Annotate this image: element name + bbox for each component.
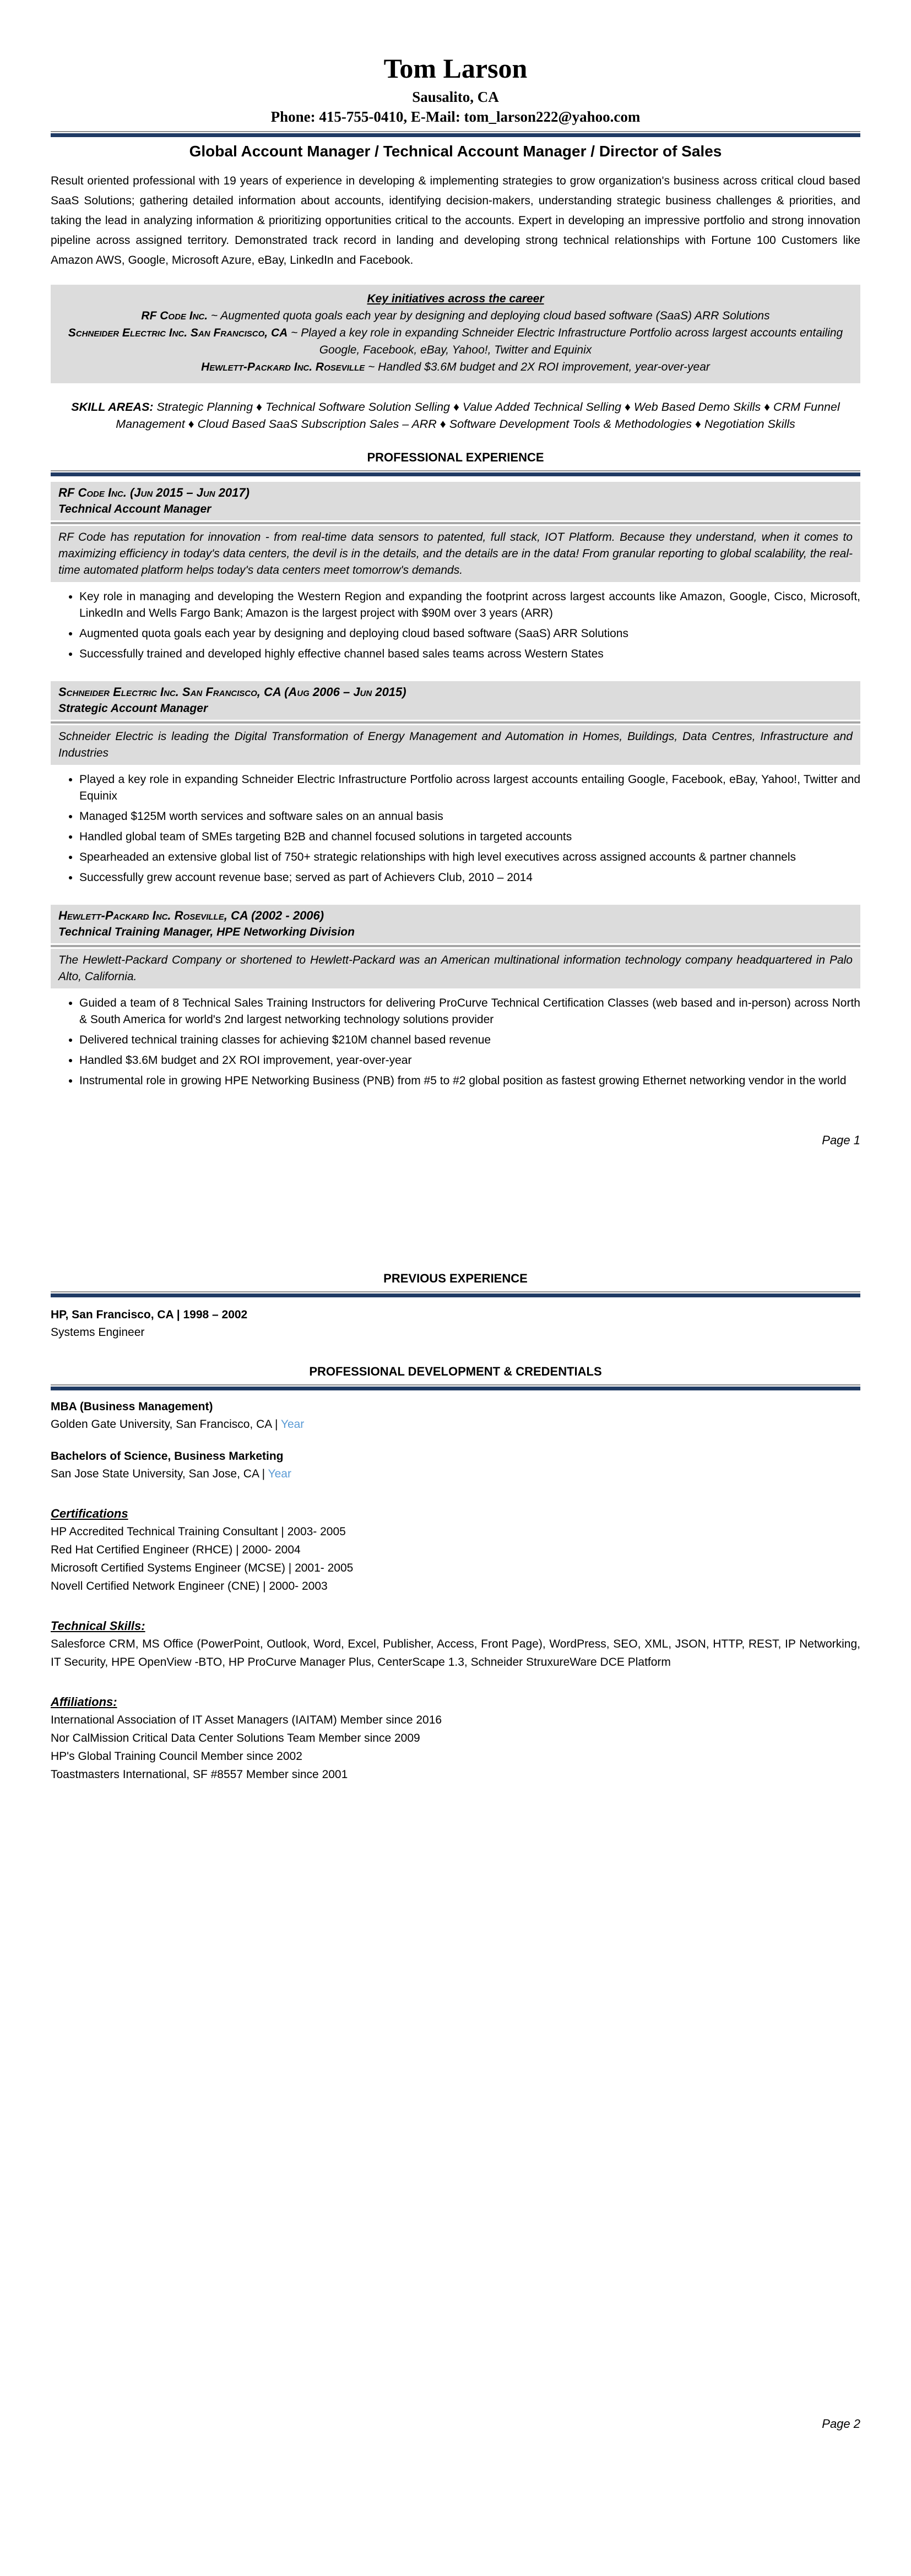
initiative-text: ~ Handled $3.6M budget and 2X ROI improvement, year-over-year [365, 361, 710, 374]
rule-thick-line [51, 472, 860, 476]
degree-title: MBA (Business Management) [51, 1400, 213, 1414]
job-company-line: Hewlett-Packard Inc. Roseville, CA (2002 - 2006) [58, 909, 324, 923]
summary-paragraph: Result oriented professional with 19 years of experience in developing & implementing strategies to grow organization's business across critical cloud based SaaS Solutions; gathering detailed information about accounts, identifying decision-makers, understanding strategic business challenges & priorities, and taking the lead in analyzing information & prioritizing opportunities critical to the accounts. Expert in developing an impressive portfolio and strong innovation pipeline across assigned territory. Demonstrated track record in landing and developing strong technical relationships with Fortune 100 Customers like Amazon AWS, Google, Microsoft Azure, eBay, LinkedIn and Facebook. [51, 175, 860, 267]
affiliation-item: International Association of IT Asset Managers (IAITAM) Member since 2016 [51, 1714, 442, 1727]
job-entry-hewlett-packard [51, 905, 860, 1089]
initiative-text: ~ Played a key role in expanding Schneider Electric Infrastructure Portfolio across largest accounts entailing Google, Facebook, eBay, Yahoo!, Twitter and Equinix [288, 327, 843, 357]
job-bullet-list [51, 771, 860, 886]
previous-job-title: Systems Engineer [51, 1326, 145, 1339]
certifications-heading: Certifications [51, 1507, 128, 1521]
job-entry-schneider [51, 681, 860, 886]
degree-entry-mba [51, 1398, 860, 1433]
initiative-company: Schneider Electric Inc. San Francisco, CA [68, 327, 288, 340]
section-rule [51, 470, 860, 476]
job-bullet: • Spearheaded an extensive global list of 750+ strategic relationships with high level executives across assigned accounts & partner channels [79, 849, 860, 866]
job-bullet: • Key role in managing and developing the Western Region and expanding the footprint across largest accounts like Amazon, Google, Cisco, Microsoft, LinkedIn and Wells Fargo Bank; Amazon is the largest project with $90M over 3 years (ARR) [79, 589, 860, 622]
key-initiative-item [65, 324, 846, 358]
job-bullet: • Handled $3.6M budget and 2X ROI improvement, year-over-year [79, 1052, 860, 1069]
job-bullet: • Handled global team of SMEs targeting B2B and channel focused solutions in targeted accounts [79, 829, 860, 845]
section-heading-development: PROFESSIONAL DEVELOPMENT & CREDENTIALS [309, 1365, 602, 1379]
rule-thick-line [51, 133, 860, 137]
certification-item: Novell Certified Network Engineer (CNE) | 2000- 2003 [51, 1580, 328, 1593]
degree-year-placeholder: Year [268, 1468, 291, 1481]
job-bullet: • Successfully grew account revenue base; served as part of Achievers Club, 2010 – 2014 [79, 869, 860, 886]
resume-content [0, 53, 911, 2431]
key-initiative-item [65, 307, 846, 324]
section-rule [51, 1384, 860, 1390]
job-bullet: • Successfully trained and developed highly effective channel based sales teams across Western States [79, 646, 860, 662]
job-bullet-list [51, 589, 860, 662]
certification-item: HP Accredited Technical Training Consultant | 2003- 2005 [51, 1525, 346, 1539]
job-header [51, 905, 860, 943]
degree-school [51, 1416, 860, 1433]
initiative-company: RF Code Inc. [141, 309, 208, 323]
section-heading-professional-experience: PROFESSIONAL EXPERIENCE [367, 450, 544, 465]
rule-thin-line [51, 131, 860, 132]
header-rule [51, 131, 860, 137]
technical-skills-paragraph: Salesforce CRM, MS Office (PowerPoint, Outlook, Word, Excel, Publisher, Access, Front Page), WordPress, SEO, XML, JSON, HTTP, REST, IP Networking, IT Security, HPE OpenView -BTO, HP ProCurve Manager Plus, CenterScape 1.3, Schneider StruxureWare DCE Platform [51, 1638, 860, 1669]
section-heading-previous-experience: PREVIOUS EXPERIENCE [383, 1271, 528, 1286]
job-title: Strategic Account Manager [58, 702, 208, 715]
job-header [51, 482, 860, 520]
job-description: Schneider Electric is leading the Digital Transformation of Energy Management and Automation in Homes, Buildings, Data Centres, Infrastructure and Industries [51, 725, 860, 765]
job-bullet: • Played a key role in expanding Schneider Electric Infrastructure Portfolio across largest accounts entailing Google, Facebook, eBay, Yahoo!, Twitter and Equinix [79, 771, 860, 805]
degree-school-text: Golden Gate University, San Francisco, CA | [51, 1418, 281, 1431]
affiliation-item: Nor CalMission Critical Data Center Solutions Team Member since 2009 [51, 1732, 420, 1745]
affiliation-item: Toastmasters International, SF #8557 Member since 2001 [51, 1768, 348, 1781]
initiative-text: ~ Augmented quota goals each year by designing and deploying cloud based software (SaaS) ARR Solutions [208, 309, 770, 323]
degree-entry-bachelors [51, 1448, 860, 1483]
job-divider [51, 522, 860, 524]
degree-year-placeholder: Year [280, 1418, 305, 1431]
job-description: The Hewlett-Packard Company or shortened to Hewlett-Packard was an American multinational information technology company headquartered in Palo Alto, California. [51, 949, 860, 988]
job-title: Technical Training Manager, HPE Networking Division [58, 926, 355, 939]
certification-item: Red Hat Certified Engineer (RHCE) | 2000- 2004 [51, 1544, 301, 1557]
key-initiatives-box [51, 285, 860, 383]
key-initiative-item [65, 358, 846, 376]
page-1-marker: Page 1 [822, 1133, 860, 1148]
job-description: RF Code has reputation for innovation - from real-time data sensors to patented, full stack, IOT Platform. Because they understand, when it comes to maximizing efficiency in today's data centers, the devil is in the details, and the details are in the data! From granular reporting to global scalability, the real-time automated platform helps today's data centers meet tomorrow's demands. [51, 526, 860, 582]
job-bullet: • Instrumental role in growing HPE Networking Business (PNB) from #5 to #2 global position as fastest growing Ethernet networking vendor in the world [79, 1073, 860, 1089]
page-2-marker: Page 2 [822, 2417, 860, 2431]
job-title: Technical Account Manager [58, 503, 212, 516]
degree-school [51, 1465, 860, 1483]
job-company-line: RF Code Inc. (Jun 2015 – Jun 2017) [58, 486, 250, 500]
job-divider [51, 945, 860, 947]
person-location: Sausalito, CA [412, 88, 499, 105]
previous-company-line: HP, San Francisco, CA | 1998 – 2002 [51, 1308, 248, 1322]
job-bullet: • Augmented quota goals each year by designing and deploying cloud based software (SaaS) ARR Solutions [79, 626, 860, 642]
person-name: Tom Larson [383, 53, 528, 84]
job-company-line: Schneider Electric Inc. San Francisco, CA (Aug 2006 – Jun 2015) [58, 685, 406, 699]
rule-thick-line [51, 1387, 860, 1390]
job-bullet-list [51, 995, 860, 1089]
job-bullet: • Guided a team of 8 Technical Sales Training Instructors for delivering ProCurve Technical Certification Classes (web based and in-person) across North & South America for world's 2nd largest networking technology solutions provider [79, 995, 860, 1028]
technical-skills-heading: Technical Skills: [51, 1619, 145, 1633]
job-divider [51, 721, 860, 724]
rule-thick-line [51, 1294, 860, 1297]
certification-item: Microsoft Certified Systems Engineer (MCSE) | 2001- 2005 [51, 1562, 354, 1575]
rule-thin-line [51, 470, 860, 471]
job-bullet: • Delivered technical training classes for achieving $210M channel based revenue [79, 1032, 860, 1048]
degree-school-text: San Jose State University, San Jose, CA | [51, 1468, 268, 1481]
affiliations-heading: Affiliations: [51, 1695, 117, 1709]
degree-title: Bachelors of Science, Business Marketing [51, 1450, 284, 1463]
section-rule [51, 1291, 860, 1297]
rule-thin-line [51, 1291, 860, 1292]
job-header [51, 681, 860, 720]
initiative-company: Hewlett-Packard Inc. Roseville [201, 361, 365, 374]
job-bullet: • Managed $125M worth services and software sales on an annual basis [79, 808, 860, 825]
key-initiatives-title: Key initiatives across the career [367, 292, 544, 306]
job-headline: Global Account Manager / Technical Account Manager / Director of Sales [189, 143, 722, 160]
skill-areas-text: Strategic Planning ♦ Technical Software Solution Selling ♦ Value Added Technical Selling ♦ Web Based Demo Skills ♦ CRM Funnel Management ♦ Cloud Based SaaS Subscription Sales – ARR ♦ Software Development Tools & Methodologies ♦ Negotiation Skills [116, 400, 840, 431]
contact-line: Phone: 415-755-0410, E-Mail: tom_larson222@yahoo.com [270, 108, 641, 125]
affiliation-item: HP's Global Training Council Member since 2002 [51, 1750, 302, 1763]
job-entry-rf-code [51, 482, 860, 662]
skill-areas-label: SKILL AREAS: [71, 400, 154, 414]
skill-areas [51, 399, 860, 433]
rule-thin-line [51, 1384, 860, 1385]
